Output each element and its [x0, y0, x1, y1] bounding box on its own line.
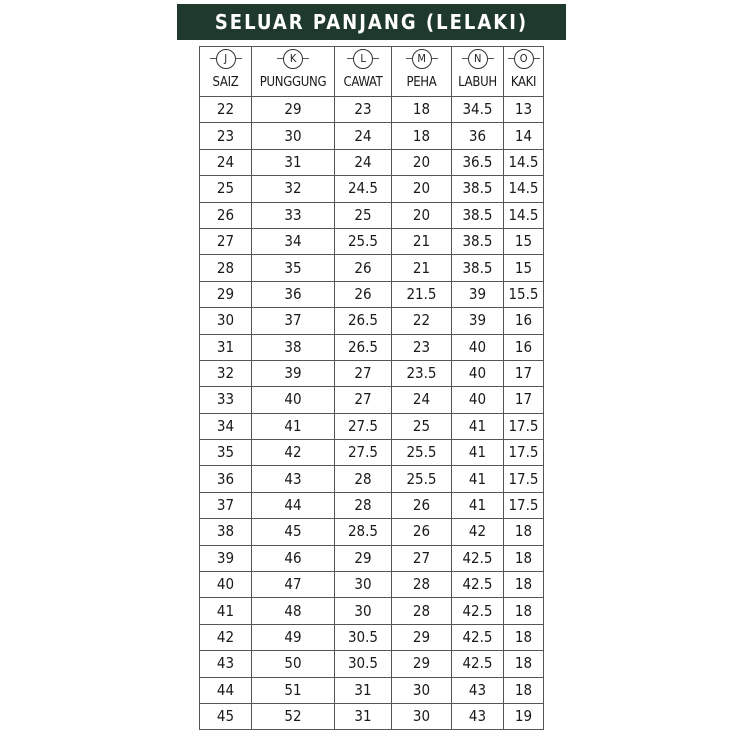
- table-cell-kaki: 19: [504, 703, 544, 729]
- table-row: [200, 176, 544, 202]
- table-cell-kaki: 17.5: [504, 466, 544, 492]
- table-row: [200, 466, 544, 492]
- table-cell-labuh: 43: [452, 703, 504, 729]
- table-cell-saiz: 39: [200, 545, 252, 571]
- table-cell-punggung: 52: [252, 703, 335, 729]
- table-cell-saiz: 34: [200, 413, 252, 439]
- table-cell-labuh: 38.5: [452, 228, 504, 254]
- table-cell-peha: 25.5: [392, 466, 452, 492]
- table-cell-labuh: 36.5: [452, 149, 504, 175]
- table-cell-cawat: 26: [335, 281, 392, 307]
- table-cell-cawat: 27: [335, 387, 392, 413]
- table-cell-punggung: 43: [252, 466, 335, 492]
- table-cell-labuh: 40: [452, 360, 504, 386]
- table-cell-punggung: 38: [252, 334, 335, 360]
- table-cell-saiz: 33: [200, 387, 252, 413]
- table-cell-labuh: 38.5: [452, 202, 504, 228]
- table-cell-punggung: 45: [252, 519, 335, 545]
- table-cell-saiz: 31: [200, 334, 252, 360]
- table-cell-peha: 26: [392, 519, 452, 545]
- table-cell-cawat: 28: [335, 466, 392, 492]
- column-label: KAKI: [510, 75, 537, 90]
- table-cell-cawat: 25: [335, 202, 392, 228]
- table-cell-punggung: 31: [252, 149, 335, 175]
- table-cell-punggung: 29: [252, 97, 335, 123]
- table-cell-peha: 27: [392, 545, 452, 571]
- table-cell-peha: 28: [392, 598, 452, 624]
- table-cell-labuh: 41: [452, 466, 504, 492]
- table-cell-kaki: 14.5: [504, 202, 544, 228]
- table-cell-labuh: 40: [452, 334, 504, 360]
- table-cell-saiz: 45: [200, 703, 252, 729]
- table-cell-kaki: 15.5: [504, 281, 544, 307]
- table-row: [200, 492, 544, 518]
- table-cell-cawat: 24: [335, 149, 392, 175]
- table-cell-saiz: 22: [200, 97, 252, 123]
- table-cell-peha: 25.5: [392, 440, 452, 466]
- table-cell-labuh: 42: [452, 519, 504, 545]
- table-row: [200, 545, 544, 571]
- table-cell-punggung: 40: [252, 387, 335, 413]
- table-row: [200, 572, 544, 598]
- table-cell-punggung: 44: [252, 492, 335, 518]
- table-cell-peha: 30: [392, 703, 452, 729]
- table-cell-kaki: 18: [504, 651, 544, 677]
- table-cell-peha: 26: [392, 492, 452, 518]
- table-cell-cawat: 26.5: [335, 334, 392, 360]
- table-row: [200, 255, 544, 281]
- table-cell-peha: 20: [392, 202, 452, 228]
- table-cell-peha: 21: [392, 228, 452, 254]
- table-cell-kaki: 17: [504, 387, 544, 413]
- table-cell-peha: 24: [392, 387, 452, 413]
- table-cell-cawat: 26: [335, 255, 392, 281]
- table-row: [200, 360, 544, 386]
- column-letter-badge: L: [353, 49, 373, 69]
- table-cell-saiz: 32: [200, 360, 252, 386]
- table-cell-cawat: 23: [335, 97, 392, 123]
- table-cell-labuh: 38.5: [452, 176, 504, 202]
- column-letter-badge: J: [216, 49, 236, 69]
- table-cell-cawat: 27.5: [335, 440, 392, 466]
- table-cell-peha: 21: [392, 255, 452, 281]
- table-cell-peha: 23: [392, 334, 452, 360]
- table-cell-labuh: 40: [452, 387, 504, 413]
- table-cell-peha: 20: [392, 149, 452, 175]
- column-label: SAIZ: [212, 75, 239, 90]
- table-cell-labuh: 38.5: [452, 255, 504, 281]
- table-cell-cawat: 29: [335, 545, 392, 571]
- table-cell-peha: 30: [392, 677, 452, 703]
- table-cell-kaki: 17: [504, 360, 544, 386]
- table-cell-kaki: 18: [504, 677, 544, 703]
- table-cell-peha: 21.5: [392, 281, 452, 307]
- table-cell-punggung: 33: [252, 202, 335, 228]
- table-cell-punggung: 46: [252, 545, 335, 571]
- column-label: LABUH: [458, 75, 497, 90]
- table-cell-labuh: 41: [452, 413, 504, 439]
- column-header-saiz: [200, 47, 252, 97]
- column-label: PUNGGUNG: [259, 75, 327, 90]
- table-cell-kaki: 14.5: [504, 149, 544, 175]
- table-cell-kaki: 13: [504, 97, 544, 123]
- table-cell-peha: 29: [392, 624, 452, 650]
- table-cell-cawat: 26.5: [335, 308, 392, 334]
- table-cell-labuh: 42.5: [452, 598, 504, 624]
- table-cell-kaki: 15: [504, 255, 544, 281]
- table-cell-kaki: 18: [504, 598, 544, 624]
- table-cell-punggung: 41: [252, 413, 335, 439]
- table-cell-punggung: 34: [252, 228, 335, 254]
- table-cell-labuh: 39: [452, 308, 504, 334]
- table-row: [200, 149, 544, 175]
- table-cell-peha: 18: [392, 123, 452, 149]
- table-cell-cawat: 27: [335, 360, 392, 386]
- table-cell-peha: 29: [392, 651, 452, 677]
- table-cell-cawat: 31: [335, 703, 392, 729]
- column-header-punggung: [252, 47, 335, 97]
- table-cell-labuh: 43: [452, 677, 504, 703]
- table-body: [200, 97, 544, 730]
- table-cell-kaki: 18: [504, 572, 544, 598]
- table-cell-peha: 20: [392, 176, 452, 202]
- table-cell-cawat: 30: [335, 572, 392, 598]
- table-cell-labuh: 36: [452, 123, 504, 149]
- table-cell-peha: 28: [392, 572, 452, 598]
- table-cell-punggung: 36: [252, 281, 335, 307]
- table-row: [200, 97, 544, 123]
- table-row: [200, 334, 544, 360]
- table-row: [200, 703, 544, 729]
- table-cell-kaki: 16: [504, 308, 544, 334]
- table-row: [200, 440, 544, 466]
- column-letter-badge: K: [283, 49, 303, 69]
- table-cell-kaki: 18: [504, 519, 544, 545]
- table-cell-kaki: 17.5: [504, 440, 544, 466]
- table-row: [200, 413, 544, 439]
- table-cell-punggung: 51: [252, 677, 335, 703]
- column-header-cawat: [335, 47, 392, 97]
- column-letter-badge: M: [412, 49, 432, 69]
- size-chart: [177, 0, 566, 749]
- table-cell-punggung: 49: [252, 624, 335, 650]
- table-cell-peha: 18: [392, 97, 452, 123]
- table-cell-labuh: 42.5: [452, 651, 504, 677]
- table-cell-cawat: 25.5: [335, 228, 392, 254]
- table-cell-punggung: 35: [252, 255, 335, 281]
- table-cell-saiz: 38: [200, 519, 252, 545]
- table-cell-saiz: 26: [200, 202, 252, 228]
- table-row: [200, 651, 544, 677]
- table-cell-saiz: 29: [200, 281, 252, 307]
- table-cell-punggung: 32: [252, 176, 335, 202]
- table-cell-peha: 22: [392, 308, 452, 334]
- table-row: [200, 624, 544, 650]
- table-cell-peha: 25: [392, 413, 452, 439]
- table-cell-punggung: 37: [252, 308, 335, 334]
- table-cell-peha: 23.5: [392, 360, 452, 386]
- size-table: [199, 46, 544, 730]
- column-letter-badge: O: [514, 49, 534, 69]
- table-cell-saiz: 37: [200, 492, 252, 518]
- table-cell-saiz: 43: [200, 651, 252, 677]
- column-label: PEHA: [406, 75, 437, 90]
- table-cell-saiz: 36: [200, 466, 252, 492]
- table-cell-kaki: 14.5: [504, 176, 544, 202]
- table-cell-kaki: 14: [504, 123, 544, 149]
- table-row: [200, 519, 544, 545]
- table-cell-cawat: 27.5: [335, 413, 392, 439]
- table-row: [200, 387, 544, 413]
- table-cell-kaki: 17.5: [504, 413, 544, 439]
- table-cell-labuh: 34.5: [452, 97, 504, 123]
- table-cell-kaki: 16: [504, 334, 544, 360]
- table-cell-saiz: 25: [200, 176, 252, 202]
- table-cell-cawat: 30.5: [335, 624, 392, 650]
- table-row: [200, 598, 544, 624]
- column-letter-badge: N: [468, 49, 488, 69]
- table-cell-saiz: 30: [200, 308, 252, 334]
- table-cell-cawat: 28: [335, 492, 392, 518]
- table-row: [200, 677, 544, 703]
- table-cell-saiz: 40: [200, 572, 252, 598]
- table-cell-kaki: 15: [504, 228, 544, 254]
- table-cell-cawat: 24: [335, 123, 392, 149]
- table-cell-cawat: 30: [335, 598, 392, 624]
- table-cell-saiz: 23: [200, 123, 252, 149]
- table-cell-saiz: 44: [200, 677, 252, 703]
- table-cell-cawat: 24.5: [335, 176, 392, 202]
- table-cell-punggung: 48: [252, 598, 335, 624]
- table-cell-saiz: 42: [200, 624, 252, 650]
- table-cell-kaki: 18: [504, 624, 544, 650]
- table-cell-labuh: 42.5: [452, 545, 504, 571]
- column-header-kaki: [504, 47, 544, 97]
- table-cell-saiz: 27: [200, 228, 252, 254]
- chart-title: SELUAR PANJANG (LELAKI): [177, 4, 566, 40]
- column-header-peha: [392, 47, 452, 97]
- table-row: [200, 228, 544, 254]
- table-cell-labuh: 39: [452, 281, 504, 307]
- table-cell-punggung: 50: [252, 651, 335, 677]
- table-cell-punggung: 47: [252, 572, 335, 598]
- table-cell-labuh: 42.5: [452, 624, 504, 650]
- table-row: [200, 202, 544, 228]
- table-cell-labuh: 42.5: [452, 572, 504, 598]
- table-cell-saiz: 24: [200, 149, 252, 175]
- table-cell-saiz: 28: [200, 255, 252, 281]
- table-cell-punggung: 39: [252, 360, 335, 386]
- table-cell-saiz: 35: [200, 440, 252, 466]
- table-row: [200, 281, 544, 307]
- table-cell-cawat: 31: [335, 677, 392, 703]
- column-header-labuh: [452, 47, 504, 97]
- table-cell-kaki: 17.5: [504, 492, 544, 518]
- table-cell-labuh: 41: [452, 492, 504, 518]
- table-row: [200, 123, 544, 149]
- table-cell-kaki: 18: [504, 545, 544, 571]
- table-cell-cawat: 28.5: [335, 519, 392, 545]
- table-cell-labuh: 41: [452, 440, 504, 466]
- table-cell-saiz: 41: [200, 598, 252, 624]
- table-cell-punggung: 42: [252, 440, 335, 466]
- table-cell-cawat: 30.5: [335, 651, 392, 677]
- table-row: [200, 308, 544, 334]
- column-label: CAWAT: [343, 75, 383, 90]
- table-cell-punggung: 30: [252, 123, 335, 149]
- header-row: [200, 47, 544, 97]
